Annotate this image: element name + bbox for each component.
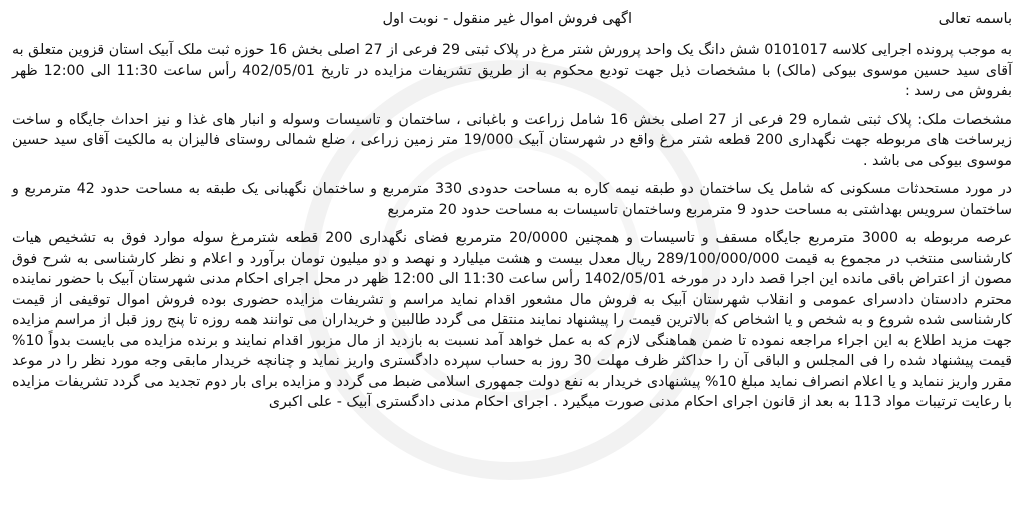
basmala: باسمه تعالی (938, 11, 1012, 27)
paragraph-case-intro: به موجب پرونده اجرایی کلاسه 0101017 شش دانگ یک واحد پرورش شتر مرغ در پلاک ثبتی 29 فرعی از 27 اصلی بخش 16 حوزه ثبت ملک آبیک استان قزوین متعلق به آقای سید حسین موسوی بیوکی (مالک) با مشخصات ذیل جهت تودیع محکوم به از طریق تشریفات مزایده در تاریخ 402/05/01 رأس ساعت 11:30 الی 12:00 ظهر بفروش می رسد : (12, 42, 1013, 99)
paragraph-auction-terms: عرصه مربوطه به 3000 مترمربع جایگاه مسقف و تاسیسات و همچنین 20/0000 مترمربع فضای نگهداری 200 قطعه شترمرغ سوله موارد فوق به تشخیص هیات کارشناسی منتخب در مجموع به قیمت 289/100/000/000 ریال معدل بیست و هشت میلیارد و نهصد و دو میلیون تومان برآورد و اعلام و نظر کارشناسی به شرح فوق مصون از اعتراض باقی مانده این اجرا قصد دارد در مورخه 1402/05/01 رأس ساعت 11:30 الی 12:00 ظهر در محل اجرای احکام مدنی شهرستان آبیک با حضور نماینده محترم دادستان دادسرای عمومی و انقلاب شهرستان آبیک به فروش مال مشعور اقدام نماید مراسم و تشریفات مزایده حضوری بوده فروش اموال توقیفی از قیمت کارشناسی شده شروع و به شخص و یا اشخاص که بالاترین قیمت را پیشنهاد نمایند منتقل می گردد طالبین و خریداران می توانند همه روزه تا پنج روز قبل از مراسم مزایده جهت مزید اطلاع به این اجراء مراجعه نموده تا ضمن هماهنگی لازم که به عمل خواهد آمد نسبت به بازدید از مال مزبور اقدام نمایند و برنده مزایده می بایست بدواً 10% قیمت پیشنهاد شده را فی المجلس و الباقی آن را حداکثر ظرف مهلت 30 روز به حساب سپرده دادگستری واریز نماید و چنانچه خریدار مابقی وجه مورد نظر را در موعد مقرر واریز ننماید و یا اعلام انصراف نماید مبلغ 10% پیشنهادی خریدار به نفع دولت جمهوری اسلامی ضبط می گردد و مزایده برای بار دوم تجدید می گردد تشریفات مزایده با رعایت ترتیبات مواد 113 به بعد از قانون اجرای احکام مدنی صورت میگیرد . اجرای احکام مدنی دادگستری آبیک - علی اکبری (12, 230, 1012, 410)
notice-title: اگهی فروش اموال غیر منقول - نوبت اول (382, 11, 632, 27)
paragraph-property-specs: مشخصات ملک: پلاک ثبتی شماره 29 فرعی از 27 اصلی بخش 16 شامل زراعت و باغبانی ، ساختمان و تاسیسات وسوله و انبار های غذا و نیز احداث جایگاه و ساخت زیرساخت های مربوطه جهت نگهداری 200 قطعه شتر مرغ واقع در شهرستان آبیک 19/000 متر زمین زراعی ، ضلع شمالی روستای فالیزان به مالکیت آقای سید حسین موسوی بیوکی می باشد . (12, 111, 1013, 169)
paragraph-buildings: در مورد مستحدثات مسکونی که شامل یک ساختمان دو طبقه نیمه کاره به مساحت حدودی 330 مترمربع و ساختمان نگهبانی یک طبقه به مساحت حدود 42 مترمربع و ساختمان سرویس بهداشتی به مساحت حدود 9 مترمربع وساختمان تاسیسات به مساحت حدود 20 مترمربع (12, 181, 1012, 218)
notice-header (12, 8, 1012, 30)
